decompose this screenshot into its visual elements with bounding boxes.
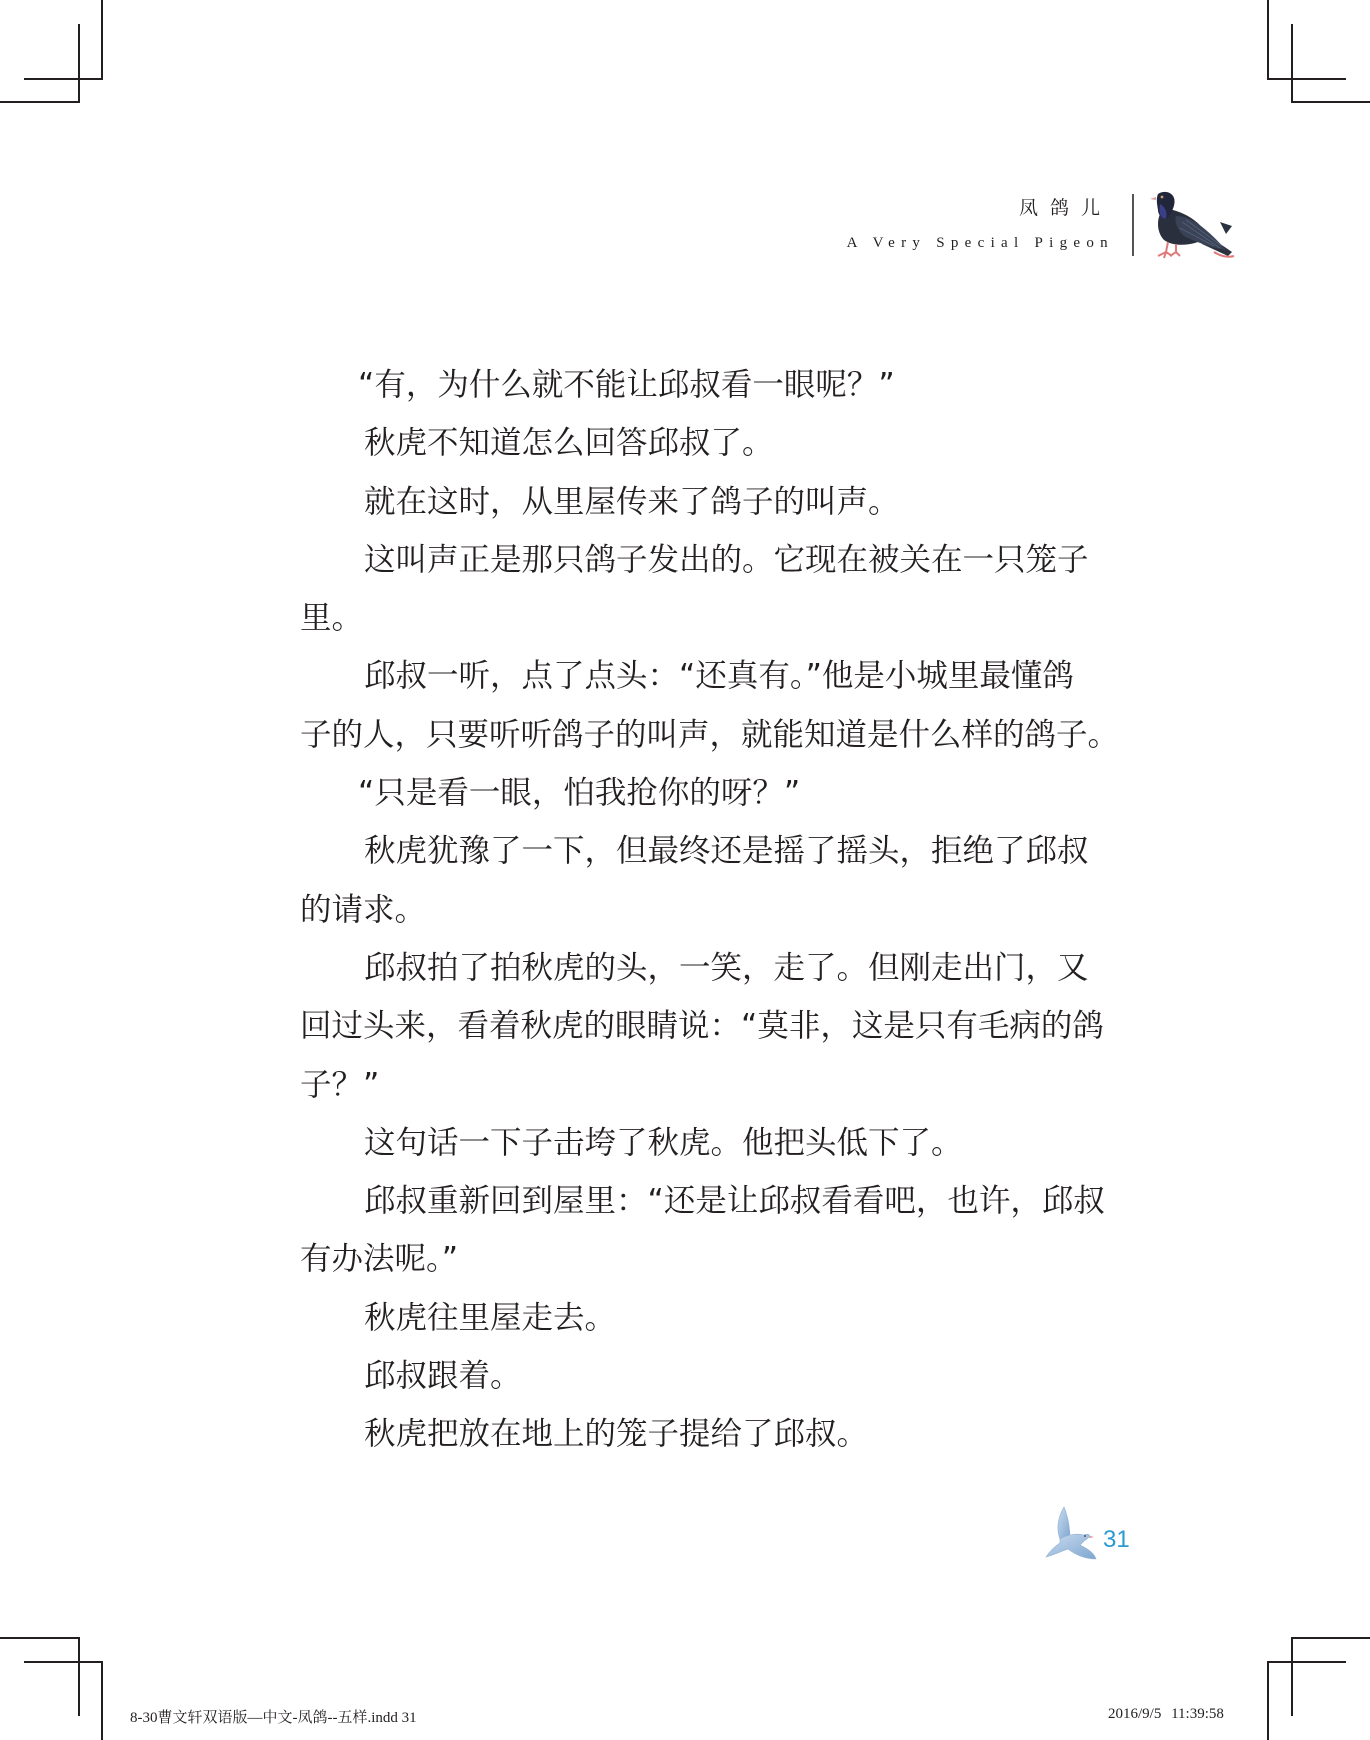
text-line: 邱叔一听，点了点头：“还真有。”他是小城里最懂鸽 bbox=[364, 658, 1074, 695]
crop-mark-line bbox=[1267, 1661, 1269, 1740]
text-line: 这叫声正是那只鸽子发出的。它现在被关在一只笼子 bbox=[364, 541, 1089, 578]
running-head-title-zh: 凤鸽儿 bbox=[1018, 197, 1112, 219]
page-number: 31 bbox=[1103, 1526, 1130, 1553]
text-line: 这句话一下子击垮了秋虎。他把头低下了。 bbox=[364, 1124, 963, 1161]
text-line: 邱叔重新回到屋里：“还是让邱叔看看吧，也许，邱叔 bbox=[364, 1183, 1105, 1220]
text-line: 就在这时，从里屋传来了鸽子的叫声。 bbox=[364, 483, 900, 520]
text-line: 秋虎犹豫了一下，但最终还是摇了摇头，拒绝了邱叔 bbox=[364, 833, 1089, 870]
crop-mark-line bbox=[1291, 101, 1370, 103]
crop-mark-line bbox=[24, 1661, 103, 1663]
text-line: 秋虎不知道怎么回答邱叔了。 bbox=[364, 425, 774, 462]
text-line: 秋虎往里屋走去。 bbox=[364, 1299, 617, 1336]
slug-filename: 8-30曹文轩双语版—中文-凤鸽--五样.indd 31 bbox=[130, 1710, 417, 1726]
crop-mark-line bbox=[1267, 1661, 1346, 1663]
crop-mark-line bbox=[0, 101, 79, 103]
text-line: 回过头来，看着秋虎的眼睛说：“莫非，这是只有毛病的鸽 bbox=[300, 1008, 1104, 1045]
text-line: 的请求。 bbox=[300, 891, 427, 928]
crop-mark-line bbox=[24, 78, 103, 80]
text-line: 里。 bbox=[300, 600, 364, 637]
crop-mark-line bbox=[1291, 24, 1293, 103]
crop-mark-line bbox=[101, 1661, 103, 1740]
crop-mark-line bbox=[0, 1637, 79, 1639]
crop-mark-line bbox=[101, 0, 103, 79]
crop-mark-line bbox=[78, 1637, 80, 1716]
crop-mark-line bbox=[1291, 1637, 1370, 1639]
flying-dove-icon bbox=[1040, 1505, 1102, 1565]
slug-timestamp: 2016/9/5 11:39:58 bbox=[1108, 1706, 1224, 1722]
text-line: “只是看一眼，怕我抢你的呀？” bbox=[358, 775, 801, 812]
crop-mark-line bbox=[1267, 0, 1269, 79]
text-line: 子？” bbox=[300, 1066, 380, 1103]
body-text bbox=[300, 356, 1120, 1464]
text-line: 秋虎把放在地上的笼子提给了邱叔。 bbox=[364, 1416, 869, 1453]
text-line: 邱叔跟着。 bbox=[364, 1358, 522, 1395]
text-line: 子的人，只要听听鸽子的叫声，就能知道是什么样的鸽子。 bbox=[300, 716, 1120, 753]
running-head-title-en: A Very Special Pigeon bbox=[846, 235, 1114, 251]
running-head-divider bbox=[1132, 194, 1134, 256]
text-line: “有，为什么就不能让邱叔看一眼呢？” bbox=[358, 367, 895, 403]
crop-mark-line bbox=[78, 24, 80, 103]
text-line: 邱叔拍了拍秋虎的头，一笑，走了。但刚走出门，又 bbox=[364, 949, 1089, 986]
text-line: 有办法呢。” bbox=[300, 1241, 459, 1278]
crop-mark-line bbox=[1267, 78, 1346, 80]
crop-mark-line bbox=[1291, 1637, 1293, 1716]
pigeon-icon bbox=[1142, 186, 1238, 264]
